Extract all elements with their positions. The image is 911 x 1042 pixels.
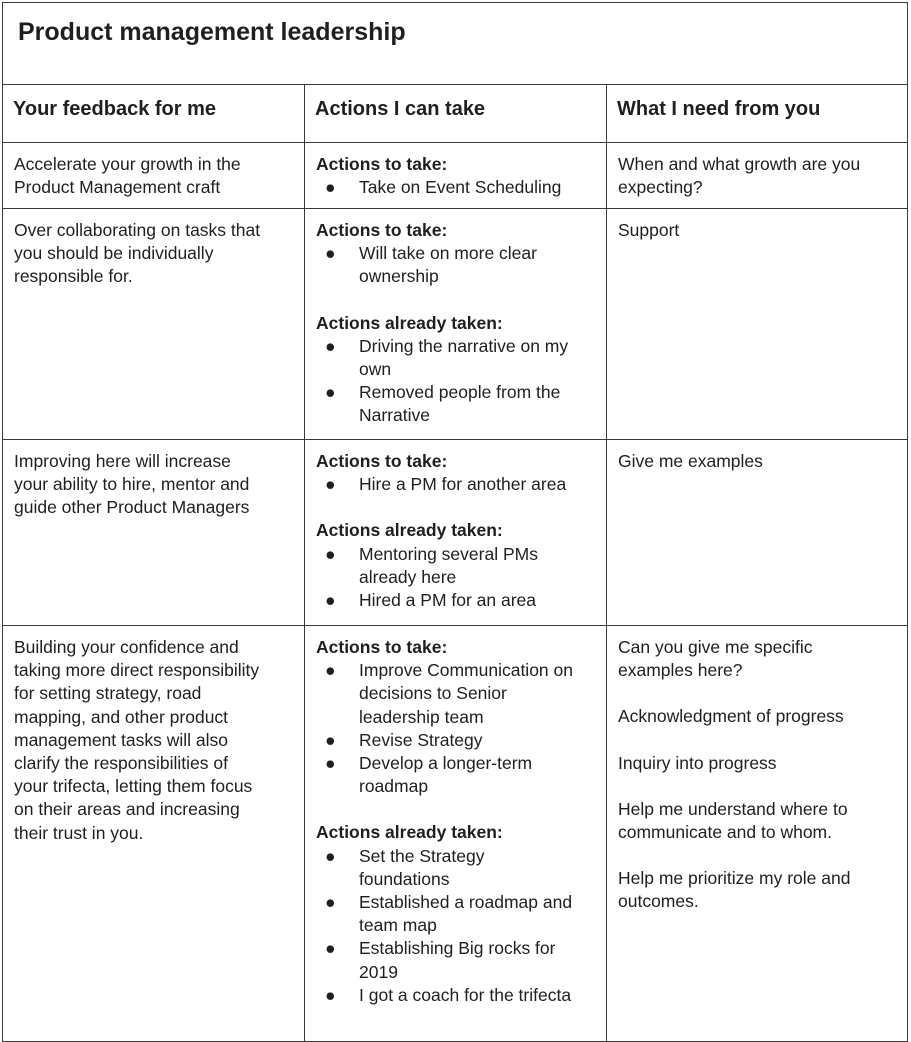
feedback-line: their trust in you. bbox=[14, 822, 144, 843]
header-actions: Actions I can take bbox=[305, 85, 607, 143]
action-item-line: foundations bbox=[359, 868, 450, 889]
bullet-icon: ● bbox=[325, 892, 336, 913]
action-item-line: Set the Strategy bbox=[359, 845, 485, 866]
need-paragraph bbox=[618, 798, 897, 844]
actions-cell bbox=[305, 440, 607, 626]
need-line: Give me examples bbox=[618, 451, 763, 471]
need-paragraph bbox=[618, 636, 897, 682]
action-list bbox=[316, 543, 596, 613]
action-item bbox=[316, 473, 596, 496]
spacer bbox=[618, 775, 897, 798]
action-item-line: Revise Strategy bbox=[359, 729, 483, 750]
action-item bbox=[316, 176, 596, 199]
bullet-icon: ● bbox=[325, 590, 336, 611]
action-item bbox=[316, 984, 596, 1007]
need-line: outcomes. bbox=[618, 891, 699, 912]
action-item-line: team map bbox=[359, 915, 437, 936]
bullet-icon: ● bbox=[325, 382, 336, 403]
action-item-line: Removed people from the bbox=[359, 382, 561, 403]
actions-taken-label: Actions already taken: bbox=[316, 520, 503, 541]
need-paragraph bbox=[618, 153, 897, 199]
feedback-cell bbox=[3, 626, 305, 1042]
action-item-line: leadership team bbox=[359, 706, 484, 727]
feedback-line: taking more direct responsibility bbox=[14, 660, 260, 681]
action-item bbox=[316, 335, 596, 381]
action-item bbox=[316, 381, 596, 427]
action-list bbox=[316, 845, 596, 1007]
spacer bbox=[618, 682, 897, 705]
action-list bbox=[316, 335, 596, 428]
feedback-table bbox=[2, 2, 908, 1042]
feedback-line: Over collaborating on tasks that bbox=[14, 220, 261, 240]
need-line: expecting? bbox=[618, 177, 703, 198]
bullet-icon: ● bbox=[325, 660, 336, 681]
need-line: examples here? bbox=[618, 660, 743, 681]
bullet-icon: ● bbox=[325, 938, 336, 959]
bullet-icon: ● bbox=[325, 729, 336, 750]
need-line: Acknowledgment of progress bbox=[618, 706, 844, 727]
bullet-icon: ● bbox=[325, 845, 336, 866]
action-item-line: Established a roadmap and bbox=[359, 892, 573, 913]
action-list bbox=[316, 242, 596, 288]
feedback-line: mapping, and other product bbox=[14, 706, 229, 727]
header-needs: What I need from you bbox=[607, 85, 908, 143]
action-item-line: Hire a PM for another area bbox=[359, 474, 567, 495]
bullet-icon: ● bbox=[325, 984, 336, 1005]
actions-taken-label: Actions already taken: bbox=[316, 822, 503, 843]
action-item-line: own bbox=[359, 359, 392, 380]
action-item-line: Driving the narrative on my bbox=[359, 335, 569, 356]
action-item bbox=[316, 891, 596, 937]
action-item bbox=[316, 659, 596, 729]
table-row bbox=[3, 209, 908, 440]
need-line: When and what growth are you bbox=[618, 154, 861, 174]
need-line: Can you give me specific bbox=[618, 637, 813, 657]
action-item bbox=[316, 729, 596, 752]
spacer bbox=[618, 729, 897, 752]
action-item-line: Hired a PM for an area bbox=[359, 590, 537, 611]
feedback-cell bbox=[3, 209, 305, 440]
feedback-line: Building your confidence and bbox=[14, 637, 239, 657]
action-item-line: decisions to Senior bbox=[359, 683, 507, 704]
action-item bbox=[316, 752, 596, 798]
feedback-line: Product Management craft bbox=[14, 177, 221, 198]
action-item-line: Develop a longer-term bbox=[359, 753, 533, 774]
action-item-line: Mentoring several PMs bbox=[359, 543, 538, 564]
feedback-line: your ability to hire, mentor and bbox=[14, 474, 250, 495]
need-paragraph bbox=[618, 867, 897, 913]
action-list bbox=[316, 659, 596, 798]
action-item bbox=[316, 242, 596, 288]
table-row bbox=[3, 440, 908, 626]
action-item-line: 2019 bbox=[359, 961, 398, 982]
action-item-line: already here bbox=[359, 566, 457, 587]
actions-to-take-label: Actions to take: bbox=[316, 154, 448, 174]
needs-cell bbox=[607, 440, 908, 626]
feedback-line: you should be individually bbox=[14, 243, 214, 264]
needs-cell bbox=[607, 626, 908, 1042]
bullet-icon: ● bbox=[325, 177, 336, 198]
header-feedback: Your feedback for me bbox=[3, 85, 305, 143]
bullet-icon: ● bbox=[325, 474, 336, 495]
table-row bbox=[3, 626, 908, 1042]
feedback-line: management tasks will also bbox=[14, 729, 228, 750]
actions-cell bbox=[305, 626, 607, 1042]
bullet-icon: ● bbox=[325, 543, 336, 564]
action-item-line: Narrative bbox=[359, 405, 430, 426]
need-line: Inquiry into progress bbox=[618, 752, 777, 773]
table-row bbox=[3, 143, 908, 209]
action-item-line: ownership bbox=[359, 266, 439, 287]
table-body bbox=[3, 143, 908, 1042]
bullet-icon: ● bbox=[325, 335, 336, 356]
actions-to-take-label: Actions to take: bbox=[316, 220, 448, 240]
feedback-line: Accelerate your growth in the bbox=[14, 154, 241, 174]
action-item-line: Establishing Big rocks for bbox=[359, 938, 556, 959]
title-cell bbox=[3, 3, 908, 85]
need-line: Help me understand where to bbox=[618, 798, 848, 819]
need-line: Help me prioritize my role and bbox=[618, 868, 851, 889]
action-item bbox=[316, 589, 596, 612]
needs-cell bbox=[607, 209, 908, 440]
feedback-line: Improving here will increase bbox=[14, 451, 231, 471]
need-line: Support bbox=[618, 220, 680, 240]
actions-to-take-label: Actions to take: bbox=[316, 451, 448, 471]
actions-cell bbox=[305, 209, 607, 440]
action-list bbox=[316, 176, 596, 199]
action-item-line: Will take on more clear bbox=[359, 243, 537, 264]
need-line: communicate and to whom. bbox=[618, 822, 832, 843]
action-item bbox=[316, 845, 596, 891]
feedback-line: on their areas and increasing bbox=[14, 799, 240, 820]
action-item bbox=[316, 543, 596, 589]
actions-cell bbox=[305, 143, 607, 209]
feedback-line: guide other Product Managers bbox=[14, 497, 250, 518]
action-item-line: roadmap bbox=[359, 776, 429, 797]
action-item-line: I got a coach for the trifecta bbox=[359, 984, 572, 1005]
need-paragraph bbox=[618, 752, 897, 775]
feedback-line: for setting strategy, road bbox=[14, 683, 202, 704]
feedback-line: your trifecta, letting them focus bbox=[14, 776, 253, 797]
needs-cell bbox=[607, 143, 908, 209]
action-item bbox=[316, 937, 596, 983]
need-paragraph bbox=[618, 705, 897, 728]
actions-to-take-label: Actions to take: bbox=[316, 637, 448, 657]
need-paragraph bbox=[618, 219, 897, 242]
action-list bbox=[316, 473, 596, 496]
feedback-line: responsible for. bbox=[14, 266, 133, 287]
page-title: Product management leadership bbox=[18, 18, 406, 46]
spacer bbox=[316, 496, 596, 519]
spacer bbox=[618, 844, 897, 867]
feedback-cell bbox=[3, 143, 305, 209]
action-item-line: Take on Event Scheduling bbox=[359, 177, 562, 198]
feedback-line: clarify the responsibilities of bbox=[14, 753, 228, 774]
feedback-cell bbox=[3, 440, 305, 626]
need-paragraph bbox=[618, 450, 897, 473]
spacer bbox=[316, 798, 596, 821]
spacer bbox=[316, 289, 596, 312]
actions-taken-label: Actions already taken: bbox=[316, 312, 503, 333]
action-item-line: Improve Communication on bbox=[359, 660, 573, 681]
bullet-icon: ● bbox=[325, 753, 336, 774]
bullet-icon: ● bbox=[325, 243, 336, 264]
